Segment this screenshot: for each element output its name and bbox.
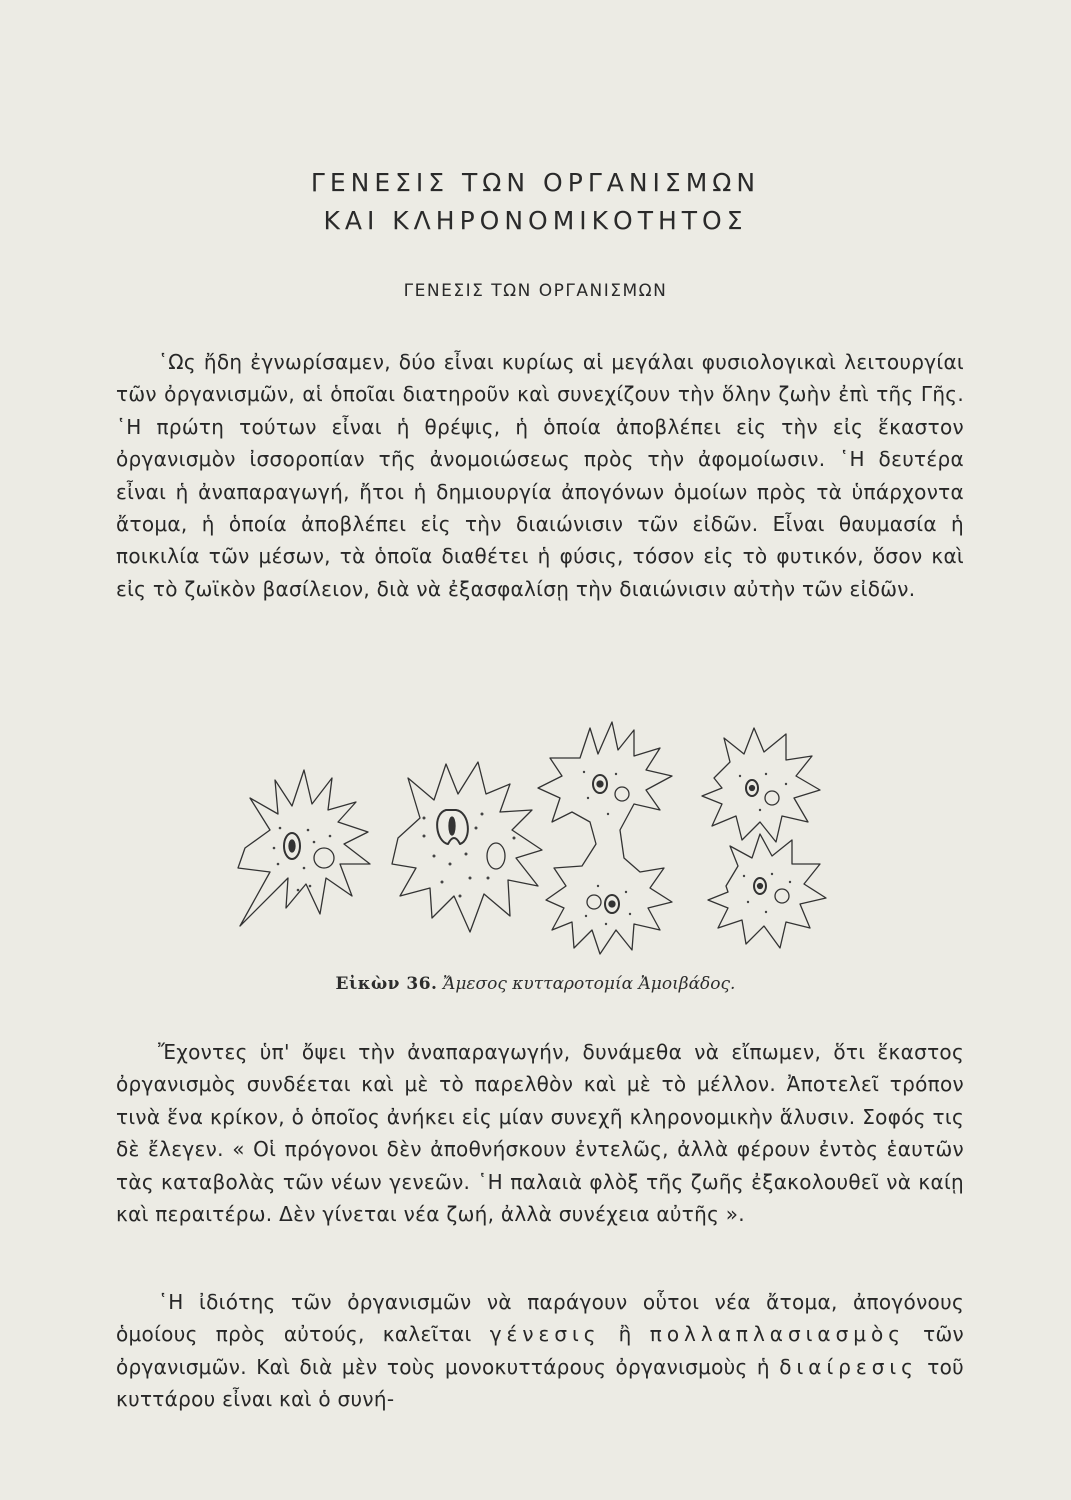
amoeba-5-outline — [708, 834, 826, 948]
chapter-title-line2: ΚΑΙ ΚΛΗΡΟΝΟΜΙΚΟΤΗΤΟΣ — [323, 206, 748, 235]
amoeba-4-vacuole — [765, 791, 779, 805]
figure-caption-text: Ἄμεσος κυτταροτομία Ἀμοιβάδος. — [442, 974, 736, 994]
amoeba-division-illustration — [220, 718, 880, 958]
term-diairesis: διαίρεσις — [779, 1354, 918, 1379]
amoeba-4-outline — [702, 728, 820, 842]
paragraph-2: Ἔχοντες ὑπ' ὄψει τὴν ἀναπαραγωγήν, δυνάμεθα νὰ εἴπωμεν, ὅτι ἕκαστος ὀργανισμὸς συνδέεται καὶ μὲ τὸ παρελθὸν καὶ μὲ τὸ μέλλον. Ἀποτελεῖ τρόπον τινὰ ἕνα κρίκον, ὁ ὁποῖος ἀνήκει εἰς μίαν συνεχῆ κληρονομικὴν ἅλυσιν. Σοφός τις δὲ ἔλεγεν. « Οἱ πρόγονοι δὲν ἀποθνήσκουν ἐντελῶς, ἀλλὰ φέρουν ἐντὸς ἑαυτῶν τὰς καταβολὰς τῶν νέων γενεῶν. ῾Η παλαιὰ φλὸξ τῆς ζωῆς ἐξακολουθεῖ νὰ καίῃ καὶ περαιτέρω. Δὲν γίνεται νέα ζωή, ἀλλὰ συνέχεια αὐτῆς ». — [116, 1040, 964, 1227]
amoeba-3-vacuole-top — [615, 787, 629, 801]
paragraph-3-part1: ῾Η ἰδιότης τῶν ὀργανισμῶν νὰ παράγουν οὗτοι νέα ἄτομα, ἀπογόνους ὁμοίους πρὸς αὐτούς, καλεῖται — [116, 1290, 964, 1347]
section-title: ΓΕΝΕΣΙΣ ΤΩΝ ΟΡΓΑΝΙΣΜΩΝ — [403, 281, 668, 301]
paragraph-3-part4: τοῦ κυττάρου εἶναι καὶ ὁ συνή- — [116, 1354, 964, 1412]
amoeba-2-outline — [392, 762, 542, 932]
paragraph-3 — [116, 1286, 964, 1416]
term-genesis: γένεσις — [489, 1322, 601, 1347]
paragraph-3-part3: τῶν ὀργανισμῶν. Καὶ διὰ μὲν τοὺς μονοκυττάρους ὀργανισμοὺς ἡ — [116, 1322, 964, 1379]
paragraph-1: ῾Ως ἤδη ἐγνωρίσαμεν, δύο εἶναι κυρίως αἱ μεγάλαι φυσιολογικαὶ λειτουργίαι τῶν ὀργανισμῶν, αἱ ὁποῖαι διατηροῦν καὶ συνεχίζουν τὴν ὅλην ζωὴν ἐπὶ τῆς Γῆς. ῾Η πρώτη τούτων εἶναι ἡ θρέψις, ἡ ὁποία ἀποβλέπει εἰς τὴν εἰς ἕκαστον ὀργανισμὸν ἰσσοροπίαν τῆς ἀνομοιώσεως πρὸς τὴν ἀφομοίωσιν. ῾Η δευτέρα εἶναι ἡ ἀναπαραγωγή, ἤτοι ἡ δημιουργία ἀπογόνων ὁμοίων πρὸς τὰ ὑπάρχοντα ἄτομα, ἡ ὁποία ἀποβλέπει εἰς τὴν διαιώνισιν τῶν εἰδῶν. Εἶναι θαυμασία ἡ ποικιλία τῶν μέσων, τὰ ὁποῖα διαθέτει ἡ φύσις, τόσον εἰς τὸ φυτικόν, ὅσον καὶ εἰς τὸ ζωϊκὸν βασίλειον, διὰ νὰ ἐξασφαλίσῃ τὴν διαιώνισιν αὐτὴν τῶν εἰδῶν. — [116, 350, 964, 601]
amoeba-2-vacuole — [487, 843, 505, 869]
paragraph-3-part2: ἢ — [600, 1322, 650, 1347]
figure-label: Εἰκὼν 36. — [335, 974, 438, 994]
term-pollaplasiasmos: πολλαπλασιασμὸς — [649, 1322, 905, 1347]
amoeba-1-vacuole — [314, 848, 334, 868]
amoeba-3-outline — [538, 722, 672, 954]
figure-caption — [0, 974, 1071, 994]
amoeba-5-vacuole — [775, 889, 789, 903]
amoeba-1-outline — [238, 770, 370, 926]
chapter-title-line1: ΓΕΝΕΣΙΣ ΤΩΝ ΟΡΓΑΝΙΣΜΩΝ — [310, 168, 761, 197]
amoeba-3-vacuole-bottom — [587, 895, 601, 909]
